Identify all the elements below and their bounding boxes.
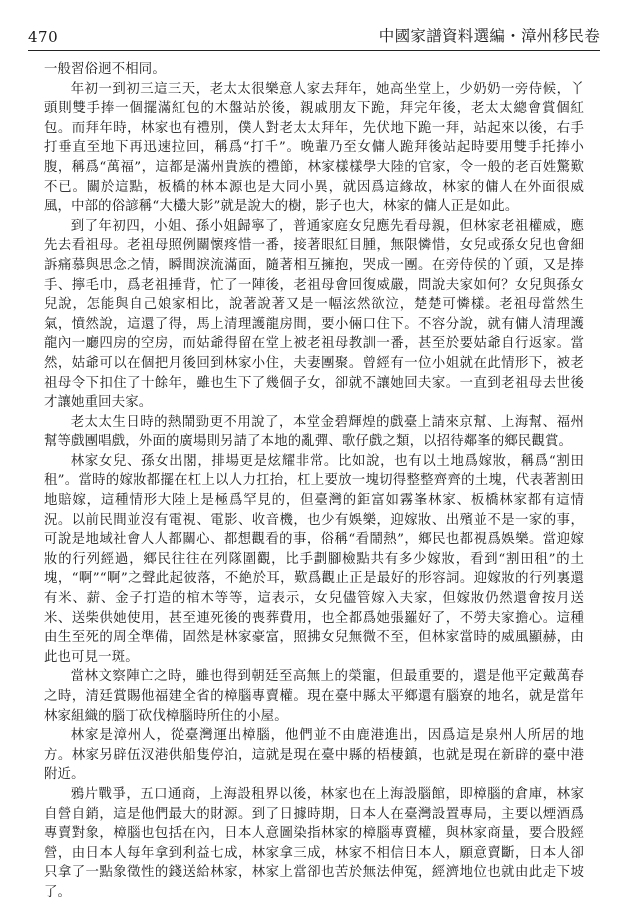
paragraph: 當林文察陣亡之時，雖也得到朝廷至高無上的榮寵，但最重要的，還是他平定戴萬春之時，清廷賞賜他福建全省的樟腦專賣權。現在臺中縣太平鄉還有腦寮的地名，就是當年林家組織的腦丁砍伐樟腦時所住的小屋。 (44, 669, 584, 724)
page-number: 470 (28, 28, 59, 46)
paragraph: 老太太生日時的熱鬧勁更不用說了，本堂金碧輝煌的戲臺上請來京幫、上海幫、福州幫等戲團唱戲，外面的廣場則另請了本地的亂彈、歌仔戲之類，以招待鄰峯的鄉民觀賞。 (44, 414, 584, 450)
page-header (28, 22, 600, 51)
paragraph: 年初一到初三這三天，老太太很樂意人家去拜年，她高坐堂上，少奶奶一旁侍候，丫頭則雙手捧一個擺滿紅包的木盤站於後，親戚朋友下跪，拜完年後，老太太總會賞個紅包。而拜年時，林家也有禮別，僕人對老太太拜年，先伏地下跪一拜，站起來以後，右手打垂直至地下再迅速拉回，稱爲“打千”。晚輩乃至女傭人跪拜後站起時要用雙手托捧小腹，稱爲“萬福”，這都是滿州貴族的禮節，林家樣樣學大陸的官家，令一般的老百姓驚歎不已。關於這點，板橋的林本源也是大同小異，就因爲這緣故，林家的傭人在外面很威風，中部的俗諺稱“大欉大影”就是說大的樹，影子也大，林家的傭人正是如此。 (44, 81, 584, 215)
paragraph: 鴉片戰爭，五口通商，上海設租界以後，林家也在上海設腦館，即樟腦的倉庫，林家自營自銷，這是他們最大的財源。到了日據時期，日本人在臺灣設置專局，主要以煙酒爲專賣對象，樟腦也包括在內，日本人意圖染指林家的樟腦專賣權，與林家商量，要合股經營，由日本人每年拿到利益七成，林家拿三成，林家不相信日本人，願意賣斷，日本人卻只拿了一點象徵性的錢送給林家，林家上當卻也苦於無法伸冤，經濟地位也就由此走下坡了。 (44, 786, 584, 900)
paragraph: 一般習俗迥不相同。 (44, 62, 166, 77)
paragraph: 林家是漳州人，從臺灣運出樟腦，他們並不由鹿港進出，因爲這是泉州人所居的地方。林家另辟伍汊港供船隻停泊，這就是現在臺中縣的梧棲鎮，也就是現在新辟的臺中港附近。 (44, 728, 584, 783)
paragraph: 林家女兒、孫女出閣，排場更是炫耀非常。比如說，也有以土地爲嫁妝，稱爲“割田租”。當時的嫁妝都擺在杠上以人力扛抬，杠上要放一塊切得整整齊齊的土塊，代表著割田地賠嫁，這種情形大陸上是極爲罕見的，但臺灣的鉅富如霧峯林家、板橋林家都有這情況。以前民間並沒有電視、電影、收音機，也少有娛樂，迎嫁妝、出殯並不是一家的事，可說是地域社會人人都關心、都想觀看的事，俗稱“看鬧熱”，鄉民也都視爲娛樂。當迎嫁妝的行列經過，鄉民往往在列隊圍觀，比手劃腳檢點共有多少嫁妝，看到“割田租”的土塊，“啊”“啊”之聲此起彼落，不絶於耳，歎爲觀止正是最好的形容詞。迎嫁妝的行列裏還有米、薪、金子打造的棺木等等，這表示，女兒儘管嫁入夫家，但嫁妝仍然還會按月送米、送柴供她使用，甚至連死後的喪葬費用，也全都爲她張羅好了，不勞夫家擔心。這種由生至死的周全準備，固然是林家豪富，照拂女兒無微不至，但林家當時的威風顯赫，由此也可見一斑。 (44, 453, 584, 665)
paragraph: 到了年初四，小姐、孫小姐歸寧了，普通家庭女兒應先看母親，但林家老祖權威，應先去看祖母。老祖母照例關懷疼惜一番，接著眼紅目腫，無限憐惜，女兒或孫女兒也會細訴痛慕與思念之情，瞬間淚流滿面，隨著相互擁抱，哭成一團。在旁侍侯的丫頭，又是捧手、擰毛巾，爲老祖捶背，忙了一陣後，老祖母會回復威嚴，問說夫家如何？女兒與孫女兒說，怎能與自己娘家相比，說著說著又是一幅泫然欲泣，楚楚可憐樣。老祖母當然生氣，憤然說，這還了得，馬上清理護龍房間，要小倆口住下。不容分說，就有傭人清理護龍內一廳四房的空房，而姑爺得留在堂上被老祖母教訓一番，甚至於要姑爺自行返家。當然，姑爺可以在個把月後回到林家小住，夫妻團聚。曾經有一位小姐就在此情形下，被老祖母令下扣住了十餘年，雖也生下了幾個子女，卻就不讓她回夫家。一直到老祖母去世後才讓她重回夫家。 (44, 218, 584, 411)
body-text (44, 60, 584, 903)
running-title: 中國家譜資料選編・漳州移民卷 (378, 27, 600, 45)
